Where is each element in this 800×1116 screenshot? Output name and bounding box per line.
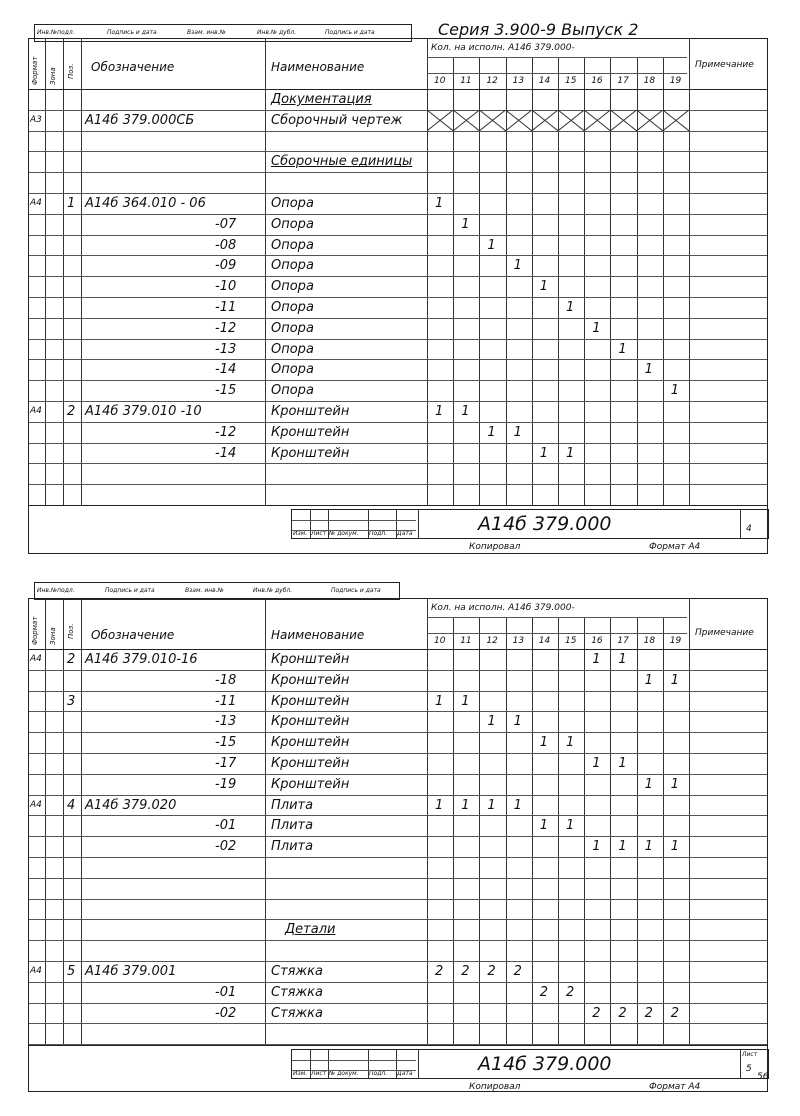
- row-designation: А14б 379.020: [85, 797, 177, 813]
- qty-subheader-line: [427, 73, 687, 74]
- exec-number: 12: [486, 636, 498, 646]
- row-format: А3: [30, 114, 42, 125]
- name-header: Наименование: [271, 628, 365, 642]
- row-name: Кронштейн: [271, 445, 350, 461]
- qty-cell: 1: [461, 693, 470, 709]
- row-format: А4: [30, 198, 42, 208]
- qty-cell: 1: [539, 735, 549, 751]
- stamp-col-label: Лист: [311, 1070, 327, 1077]
- qty-cell: 1: [539, 279, 549, 295]
- row-name: Кронштейн: [271, 714, 350, 730]
- qty-cell: 1: [461, 797, 470, 813]
- qty-cell: 1: [566, 735, 575, 751]
- qty-cell: 1: [487, 797, 496, 813]
- row-designation: -07: [215, 216, 237, 232]
- table-row: [29, 238, 769, 259]
- qty-cell: 1: [644, 776, 653, 792]
- table-row: [29, 985, 769, 1006]
- zone-header: Зона: [49, 67, 57, 85]
- exec-number: 18: [643, 76, 656, 86]
- row-name: Кронштейн: [271, 735, 350, 751]
- stamp-line: [418, 510, 419, 538]
- designation-header: Обозначение: [91, 628, 175, 642]
- row-designation: -12: [215, 320, 237, 336]
- title-block: [291, 1049, 769, 1079]
- corner-number: 56: [757, 1072, 769, 1082]
- table-row: [29, 342, 769, 363]
- qty-cell: 2: [539, 984, 549, 1000]
- row-name: Стяжка: [271, 1005, 323, 1021]
- table-row: [29, 425, 769, 446]
- qty-cell: 1: [487, 424, 496, 440]
- row-designation: -09: [215, 258, 237, 274]
- row-name: Опора: [271, 196, 314, 211]
- table-row: [29, 279, 769, 300]
- stamp-col-label: № докум.: [329, 1070, 359, 1077]
- document-code: А14б 379.000: [478, 1053, 612, 1075]
- table-row: [29, 404, 769, 425]
- header-bottom-line: [29, 649, 767, 650]
- qty-cell: 1: [592, 756, 601, 771]
- exec-number: 19: [669, 636, 682, 646]
- row-designation: -01: [215, 984, 237, 1000]
- stamp-row-line: [292, 1060, 416, 1061]
- qty-cell: 1: [435, 196, 444, 211]
- qty-cell: 1: [513, 797, 522, 813]
- row-designation: -13: [215, 714, 237, 730]
- sheet-number: 5: [746, 1064, 752, 1074]
- table-row: [29, 300, 769, 321]
- row-position: 4: [67, 797, 76, 813]
- table-row: [29, 321, 769, 342]
- qty-cell: 1: [592, 652, 601, 667]
- stamp-row-line: [292, 530, 416, 531]
- row-designation: -01: [215, 818, 237, 834]
- qty-cell: 1: [487, 237, 496, 253]
- table-row: [29, 714, 769, 735]
- stamp-col-label: Изм.: [293, 1070, 308, 1077]
- exec-number: 15: [565, 76, 577, 86]
- top-box-label: Подпись и дата: [325, 29, 375, 36]
- row-position: 2: [67, 652, 76, 667]
- exec-number: 17: [617, 636, 629, 646]
- row-name: Опора: [271, 362, 314, 378]
- table-row: [29, 1006, 769, 1027]
- exec-number: 17: [617, 76, 629, 86]
- pos-header: Поз.: [67, 623, 75, 639]
- qty-cell: 1: [670, 839, 680, 855]
- row-position: 5: [67, 964, 76, 979]
- qty-cell: 2: [461, 964, 470, 979]
- qty-cell: 1: [513, 714, 522, 730]
- qty-cell: 1: [539, 445, 549, 461]
- qty-cell: 1: [670, 383, 680, 399]
- row-line: [29, 193, 767, 194]
- table-row: [29, 756, 769, 777]
- table-row: [29, 217, 769, 238]
- row-line: [29, 919, 767, 920]
- row-name: Кронштейн: [271, 652, 350, 667]
- qty-cell: 1: [513, 258, 522, 274]
- note-header: Примечание: [695, 60, 754, 70]
- row-name: Кронштейн: [271, 672, 350, 688]
- stamp-col-label: Дата: [397, 530, 413, 537]
- qty-cell: 2: [670, 1005, 680, 1021]
- qty-cell: 1: [592, 839, 601, 855]
- qty-cell: 1: [461, 216, 470, 232]
- series-title: Серия 3.900-9 Выпуск 2: [438, 20, 639, 39]
- qty-cell: 1: [513, 424, 522, 440]
- qty-cell: 2: [592, 1005, 601, 1021]
- format-label: Формат А4: [649, 1082, 701, 1092]
- table-row: [29, 964, 769, 985]
- format-header: Формат: [31, 616, 39, 645]
- table-bottom-line: [29, 1045, 767, 1046]
- row-designation: -02: [215, 839, 237, 855]
- qty-cell: 1: [644, 362, 653, 378]
- row-line: [29, 172, 767, 173]
- qty-cell: 1: [566, 818, 575, 834]
- qty-cell: 1: [566, 300, 575, 315]
- stamp-line: [418, 1050, 419, 1078]
- row-format: А4: [30, 799, 42, 810]
- qty-cell: 2: [487, 964, 496, 979]
- row-designation: А14б 379.001: [85, 964, 177, 979]
- table-row: [29, 673, 769, 694]
- row-name: Кронштейн: [271, 404, 350, 419]
- qty-cell: 1: [644, 839, 653, 855]
- qty-cell: 1: [618, 341, 627, 357]
- stamp-col-label: Подп.: [369, 530, 388, 537]
- row-line: [29, 878, 767, 879]
- exec-number: 13: [512, 76, 525, 86]
- row-designation: -11: [215, 693, 237, 709]
- qty-cell: 1: [592, 320, 601, 336]
- qty-cell: 1: [644, 672, 653, 688]
- qty-cell: 1: [487, 714, 496, 730]
- table-row: [29, 196, 769, 217]
- row-designation: -15: [215, 735, 237, 751]
- row-name: Сборочный чертеж: [271, 112, 403, 128]
- table-row: [29, 798, 769, 819]
- top-box-label: Взам. инв.№: [185, 587, 224, 594]
- exec-number: 14: [538, 636, 551, 646]
- spec-sheet-2: [28, 598, 768, 1092]
- row-name: Кронштейн: [271, 756, 350, 771]
- format-label: Формат А4: [649, 542, 701, 552]
- row-designation: -17: [215, 756, 237, 771]
- row-name: Кронштейн: [271, 776, 350, 792]
- table-row: [29, 818, 769, 839]
- row-name: Опора: [271, 383, 314, 399]
- qty-cell: 1: [618, 839, 627, 855]
- row-name: Кронштейн: [271, 424, 350, 440]
- stamp-col-label: № докум.: [329, 530, 359, 537]
- row-line: [29, 940, 767, 941]
- row-line: [29, 961, 767, 962]
- row-designation: -15: [215, 383, 237, 399]
- row-name: Плита: [271, 839, 314, 855]
- row-name: Опора: [271, 237, 314, 253]
- qty-header-line: [427, 57, 687, 58]
- exec-number: 19: [669, 76, 682, 86]
- top-box-label: Инв.№подл.: [37, 587, 75, 594]
- exec-number: 16: [591, 636, 603, 646]
- qty-cell: 1: [618, 652, 627, 667]
- document-code: А14б 379.000: [478, 513, 612, 535]
- stamp-col-label: Лист: [311, 530, 327, 537]
- row-name: Опора: [271, 216, 314, 232]
- row-name: Стяжка: [271, 964, 323, 979]
- row-line: [29, 899, 767, 900]
- stamp-row-line: [292, 1070, 416, 1071]
- row-name: Опора: [271, 320, 314, 336]
- stamp-line: [740, 510, 741, 538]
- top-box-label: Инв.№подл.: [37, 29, 75, 36]
- row-name: Опора: [271, 279, 314, 295]
- exec-number: 15: [565, 636, 577, 646]
- qty-cell: 2: [644, 1005, 653, 1021]
- format-header: Формат: [31, 56, 39, 85]
- row-designation: -18: [215, 672, 237, 688]
- row-format: А4: [30, 654, 42, 664]
- top-box-label: Подпись и дата: [331, 587, 381, 594]
- exec-number: 10: [434, 76, 446, 86]
- top-box-label: Подпись и дата: [105, 587, 155, 594]
- table-bottom-line: [29, 505, 767, 506]
- row-designation: -11: [215, 300, 237, 315]
- top-box-label: Подпись и дата: [107, 29, 157, 36]
- row-name: Плита: [271, 797, 314, 813]
- table-row: [29, 694, 769, 715]
- row-format: А4: [30, 966, 42, 976]
- copied-label: Копировал: [469, 542, 521, 552]
- row-name: Плита: [271, 818, 314, 834]
- row-designation: -19: [215, 776, 237, 792]
- qty-cell: 1: [435, 693, 444, 709]
- stamp-line: [740, 1050, 741, 1078]
- table-row: [29, 839, 769, 860]
- row-designation: -02: [215, 1005, 237, 1021]
- row-line: [29, 484, 767, 485]
- row-designation: А14б 379.000СБ: [85, 112, 195, 128]
- row-name: Кронштейн: [271, 693, 350, 709]
- table-row: [29, 735, 769, 756]
- cross-marks: [427, 110, 689, 132]
- pos-header: Поз.: [67, 63, 75, 79]
- row-position: 3: [67, 693, 76, 709]
- header-bottom-line: [29, 89, 767, 90]
- exec-number: 18: [643, 636, 656, 646]
- row-name: Стяжка: [271, 984, 323, 1000]
- qty-cell: 1: [435, 797, 444, 813]
- qty-cell: 1: [670, 776, 680, 792]
- top-box-label: Взам. инв.№: [187, 29, 226, 36]
- row-designation: -14: [215, 362, 237, 378]
- stamp-row-line: [292, 520, 416, 521]
- qty-cell: 1: [670, 672, 680, 688]
- name-header: Наименование: [271, 60, 365, 74]
- qty-cell: 1: [461, 404, 470, 419]
- row-format: А4: [30, 406, 42, 416]
- table-row: [29, 383, 769, 404]
- qty-cell: 2: [566, 984, 575, 1000]
- table-row: [29, 446, 769, 467]
- exec-number: 10: [434, 636, 446, 646]
- qty-header: Кол. на исполн. А14б 379.000-: [431, 43, 575, 53]
- sheet-number: 4: [746, 524, 752, 534]
- row-position: 2: [67, 404, 76, 419]
- row-name: Опора: [271, 341, 314, 357]
- exec-number: 16: [591, 76, 603, 86]
- row-designation: -12: [215, 424, 237, 440]
- qty-cell: 2: [618, 1005, 627, 1021]
- row-designation: -13: [215, 341, 237, 357]
- qty-subheader-line: [427, 633, 687, 634]
- row-name: Опора: [271, 258, 314, 274]
- top-box-label: Инв.№ дубл.: [253, 587, 293, 594]
- exec-number: 11: [460, 76, 472, 86]
- row-designation: -10: [215, 279, 237, 295]
- stamp-col-label: Дата: [397, 1070, 413, 1077]
- table-row: [29, 362, 769, 383]
- row-line: [29, 151, 767, 152]
- table-row: [29, 777, 769, 798]
- row-designation: А14б 364.010 - 06: [85, 196, 206, 211]
- qty-cell: 1: [566, 445, 575, 461]
- section-heading: Документация: [271, 92, 372, 107]
- row-position: 1: [67, 196, 76, 211]
- designation-header: Обозначение: [91, 60, 175, 74]
- qty-header-line: [427, 617, 687, 618]
- qty-cell: 2: [435, 964, 444, 979]
- qty-cell: 1: [618, 756, 627, 771]
- exec-number: 11: [460, 636, 472, 646]
- row-designation: А14б 379.010 -10: [85, 404, 202, 419]
- top-box-label: Инв.№ дубл.: [257, 29, 297, 36]
- table-row: [29, 258, 769, 279]
- exec-number: 13: [512, 636, 525, 646]
- note-header: Примечание: [695, 628, 754, 638]
- copied-label: Копировал: [469, 1082, 521, 1092]
- stamp-col-label: Подп.: [369, 1070, 388, 1077]
- spec-sheet-1: [28, 38, 768, 554]
- title-block: [291, 509, 769, 539]
- exec-number: 12: [486, 76, 498, 86]
- qty-cell: 2: [513, 964, 522, 979]
- qty-cell: 1: [539, 818, 549, 834]
- exec-number: 14: [538, 76, 551, 86]
- section-heading: Детали: [285, 922, 336, 938]
- qty-header: Кол. на исполн. А14б 379.000-: [431, 603, 575, 613]
- row-name: Опора: [271, 300, 314, 315]
- row-designation: -14: [215, 445, 237, 461]
- row-designation: А14б 379.010-16: [85, 652, 198, 667]
- zone-header: Зона: [49, 627, 57, 645]
- row-designation: -08: [215, 237, 237, 253]
- qty-cell: 1: [435, 404, 444, 419]
- table-row: [29, 652, 769, 673]
- section-heading: Сборочные единицы: [271, 154, 413, 170]
- sheet-label: Лист: [742, 1051, 758, 1058]
- stamp-col-label: Изм.: [293, 530, 308, 537]
